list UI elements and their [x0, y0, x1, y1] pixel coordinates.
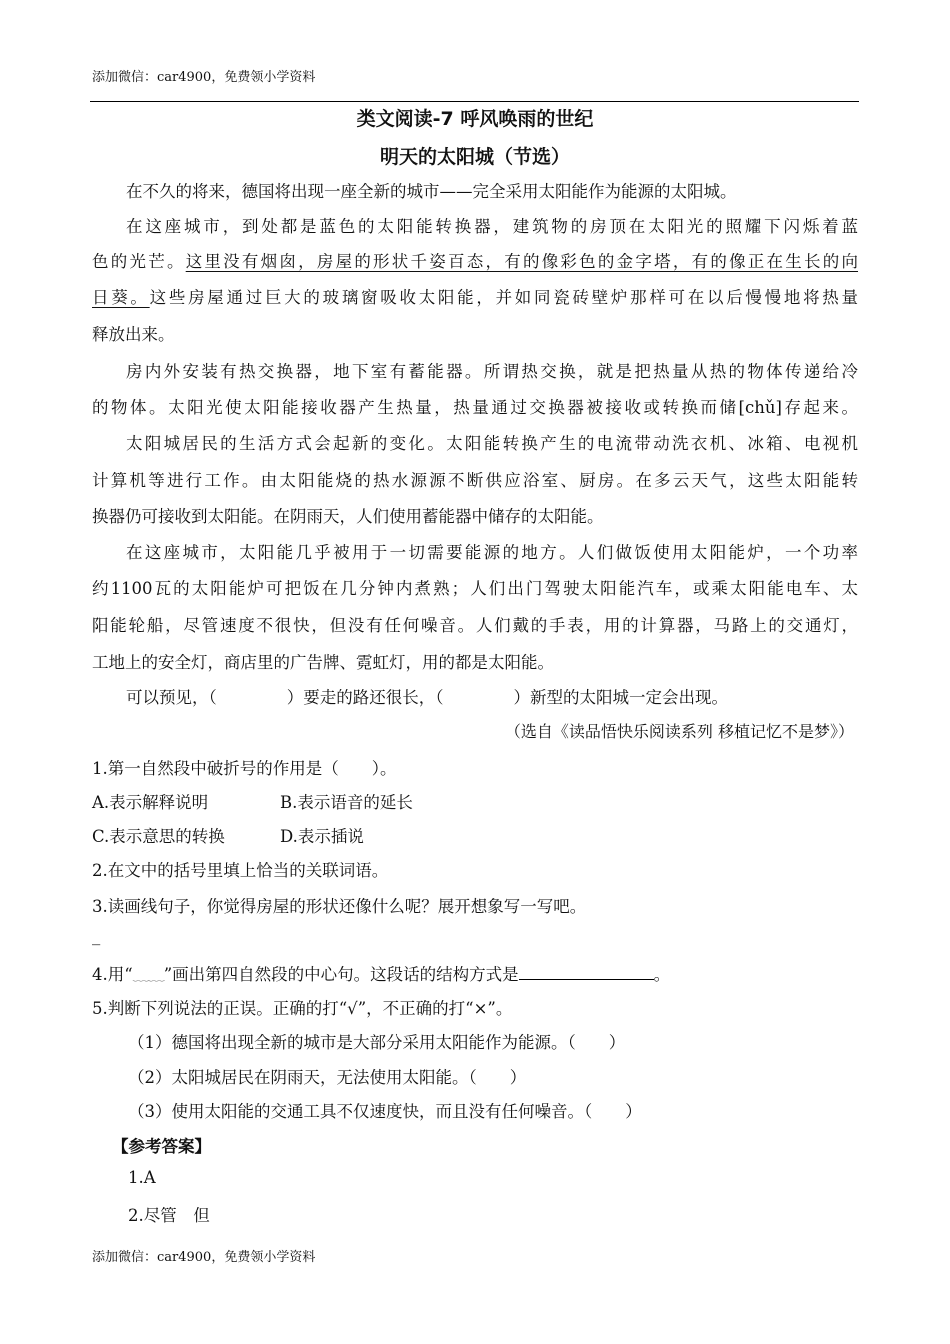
answers-heading: 【参考答案】: [112, 1137, 211, 1156]
question-4: [92, 961, 670, 985]
header-divider: [90, 101, 859, 102]
passage-p2-line4: 释放出来。: [92, 325, 175, 344]
passage-p5-line3: 阳能轮船，尽管速度不很快，但没有任何噪音。人们戴的手表，用的计算器，马路上的交通灯，: [92, 616, 858, 635]
passage-p4-line3: 换器仍可接收到太阳能。在阴雨天，人们使用蓄能器中储存的太阳能。: [92, 507, 604, 526]
passage-p4-line2: 计算机等进行工作。由太阳能烧的热水源源不断供应浴室、厨房。在多云天气，这些太阳能转: [92, 471, 858, 490]
passage-p4-line1: 太阳城居民的生活方式会起新的变化。太阳能转换产生的电流带动洗衣机、冰箱、电视机: [126, 434, 858, 453]
question-5-item-3: （3）使用太阳能的交通工具不仅速度快，而且没有任何噪音。（ ）: [128, 1102, 642, 1121]
question-3: 3.读画线句子，你觉得房屋的形状还像什么呢？展开想象写一写吧。: [92, 897, 587, 916]
wavy-line-symbol: ﹏﹏: [132, 965, 164, 984]
passage-p2-line3: [92, 284, 858, 308]
q4-text-c: 。: [653, 965, 671, 984]
answer-2: 2.尽管 但: [128, 1206, 210, 1225]
passage-p3-line2: 的物体。太阳光使太阳能接收器产生热量，热量通过交换器被接收或转换而储[chǔ]存起来。: [92, 398, 858, 417]
question-1-options-row2: [92, 823, 364, 847]
option-c[interactable]: C.表示意思的转换: [92, 827, 225, 846]
passage-p6: [92, 684, 728, 708]
p6-text-b: ）要走的路还很长，（: [286, 688, 444, 707]
option-b[interactable]: B.表示语音的延长: [280, 793, 413, 812]
question-5-item-2: （2）太阳城居民在阴雨天，无法使用太阳能。（ ）: [128, 1068, 527, 1087]
passage-p2-text: 这些房屋通过巨大的玻璃窗吸收太阳能，并如同瓷砖壁炉那样可在以后慢慢地将热量: [149, 288, 859, 307]
underlined-sentence: 这里没有烟囱，房屋的形状千姿百态，有的像彩色的金字塔，有的像正在生长的向: [185, 252, 859, 271]
question-5-item-1: （1）德国将出现全新的城市是大部分采用太阳能作为能源。（ ）: [128, 1033, 626, 1052]
q4-text-a: 4.用“: [92, 965, 133, 984]
passage-p2-line2: [92, 248, 858, 272]
passage-p5-line2: 约1100瓦的太阳能炉可把饭在几分钟内煮熟；人们出门驾驶太阳能汽车，或乘太阳能电车、太: [92, 579, 858, 598]
p6-text-a: 可以预见，（: [126, 688, 217, 707]
passage-p1: 在不久的将来，德国将出现一座全新的城市——完全采用太阳能作为能源的太阳城。: [126, 182, 737, 201]
question-3-blank[interactable]: _: [92, 926, 101, 945]
question-1-options-row1: [92, 789, 413, 813]
passage-p5-line1: 在这座城市，太阳能几乎被用于一切需要能源的地方。人们做饭使用太阳能炉，一个功率: [126, 543, 858, 562]
page-title: 类文阅读-7 呼风唤雨的世纪: [356, 108, 594, 130]
passage-source: （选自《读品悟快乐阅读系列 移植记忆不是梦》）: [504, 722, 854, 741]
passage-p2-line1: 在这座城市，到处都是蓝色的太阳能转换器，建筑物的房顶在太阳光的照耀下闪烁着蓝: [126, 217, 858, 236]
question-2: 2.在文中的括号里填上恰当的关联词语。: [92, 861, 389, 880]
passage-p3-line1: 房内外安装有热交换器，地下室有蓄能器。所谓热交换，就是把热量从热的物体传递给冷: [126, 362, 858, 381]
passage-p2-text: 色的光芒。: [92, 252, 186, 271]
option-a[interactable]: A.表示解释说明: [92, 793, 209, 812]
page-footer: 添加微信：car4900，免费领小学资料: [92, 1250, 316, 1265]
answer-1: 1.A: [128, 1168, 156, 1187]
question-5: 5.判断下列说法的正误。正确的打“√”，不正确的打“×”。: [92, 999, 513, 1018]
question-1: 1.第一自然段中破折号的作用是（ ）。: [92, 759, 397, 778]
page-header: 添加微信：car4900，免费领小学资料: [92, 70, 316, 85]
option-d[interactable]: D.表示插说: [280, 827, 364, 846]
q4-answer-blank[interactable]: [519, 965, 654, 980]
p6-text-c: ）新型的太阳城一定会出现。: [513, 688, 728, 707]
passage-title: 明天的太阳城（节选）: [379, 146, 570, 168]
passage-p5-line4: 工地上的安全灯，商店里的广告牌、霓虹灯，用的都是太阳能。: [92, 653, 554, 672]
underlined-sentence-end: 日葵。: [92, 288, 150, 307]
q4-text-b: ”画出第四自然段的中心句。这段话的结构方式是: [163, 965, 519, 984]
